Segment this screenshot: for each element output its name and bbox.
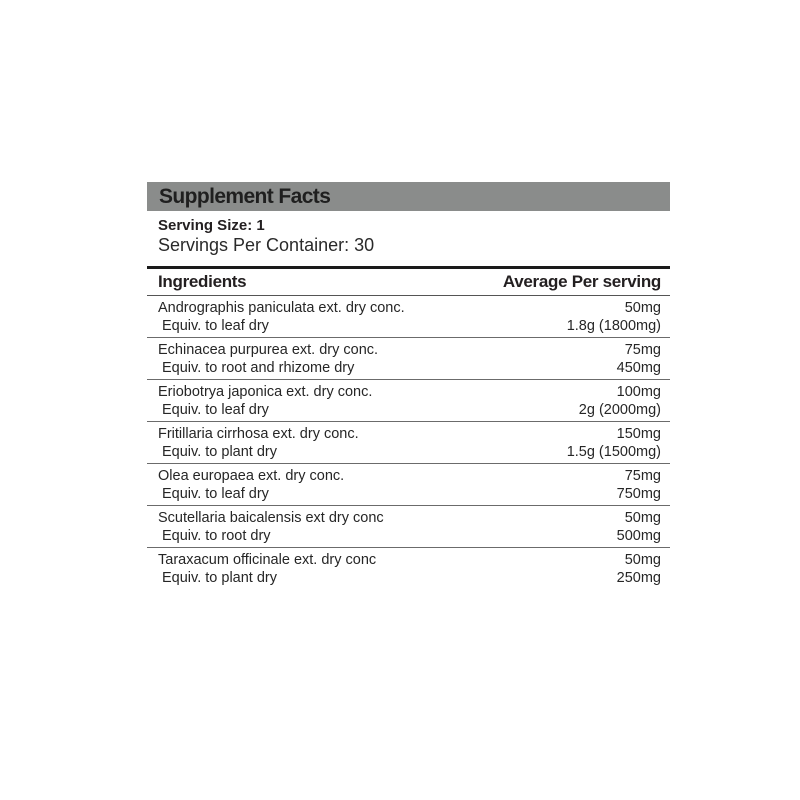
servings-per-container: Servings Per Container: 30 xyxy=(158,235,375,255)
equiv-amount: 750mg xyxy=(616,486,661,502)
equiv-amount: 1.5g (1500mg) xyxy=(566,444,661,460)
ingredient-row xyxy=(147,548,670,590)
header-ingredients: Ingredients xyxy=(158,272,247,291)
ingredient-name: Andrographis paniculata ext. dry conc. xyxy=(158,300,405,316)
equiv-label: Equiv. to leaf dry xyxy=(162,318,269,334)
ingredient-row xyxy=(147,380,670,422)
equiv-label: Equiv. to leaf dry xyxy=(162,402,269,418)
panel-title: Supplement Facts xyxy=(159,184,331,208)
header-average-per-serving: Average Per serving xyxy=(502,272,661,291)
equiv-amount: 250mg xyxy=(616,570,661,586)
serving-info xyxy=(147,211,670,266)
ingredient-name: Echinacea purpurea ext. dry conc. xyxy=(158,342,379,358)
ingredient-amount: 75mg xyxy=(624,468,661,484)
title-bar xyxy=(147,182,670,211)
ingredient-amount: 75mg xyxy=(624,342,661,358)
equiv-amount: 2g (2000mg) xyxy=(578,402,661,418)
supplement-facts-panel xyxy=(147,182,670,590)
ingredient-row xyxy=(147,422,670,464)
equiv-label: Equiv. to root dry xyxy=(162,528,271,544)
equiv-label: Equiv. to plant dry xyxy=(162,570,277,586)
serving-size: Serving Size: 1 xyxy=(158,217,265,234)
equiv-label: Equiv. to leaf dry xyxy=(162,486,269,502)
ingredient-amount: 50mg xyxy=(624,300,661,316)
ingredient-name: Scutellaria baicalensis ext dry conc xyxy=(158,510,384,526)
ingredient-amount: 50mg xyxy=(624,510,661,526)
ingredient-row xyxy=(147,296,670,338)
ingredient-row xyxy=(147,338,670,380)
equiv-label: Equiv. to plant dry xyxy=(162,444,277,460)
ingredient-name: Fritillaria cirrhosa ext. dry conc. xyxy=(158,426,359,442)
ingredient-name: Taraxacum officinale ext. dry conc xyxy=(158,552,377,568)
ingredient-name: Olea europaea ext. dry conc. xyxy=(158,468,345,484)
equiv-label: Equiv. to root and rhizome dry xyxy=(162,360,355,376)
equiv-amount: 1.8g (1800mg) xyxy=(566,318,661,334)
table-header xyxy=(147,269,670,296)
equiv-amount: 450mg xyxy=(616,360,661,376)
ingredient-amount: 150mg xyxy=(616,426,661,442)
ingredient-amount: 50mg xyxy=(624,552,661,568)
equiv-amount: 500mg xyxy=(616,528,661,544)
ingredient-row xyxy=(147,464,670,506)
ingredient-amount: 100mg xyxy=(616,384,661,400)
ingredient-row xyxy=(147,506,670,548)
ingredient-name: Eriobotrya japonica ext. dry conc. xyxy=(158,384,373,400)
